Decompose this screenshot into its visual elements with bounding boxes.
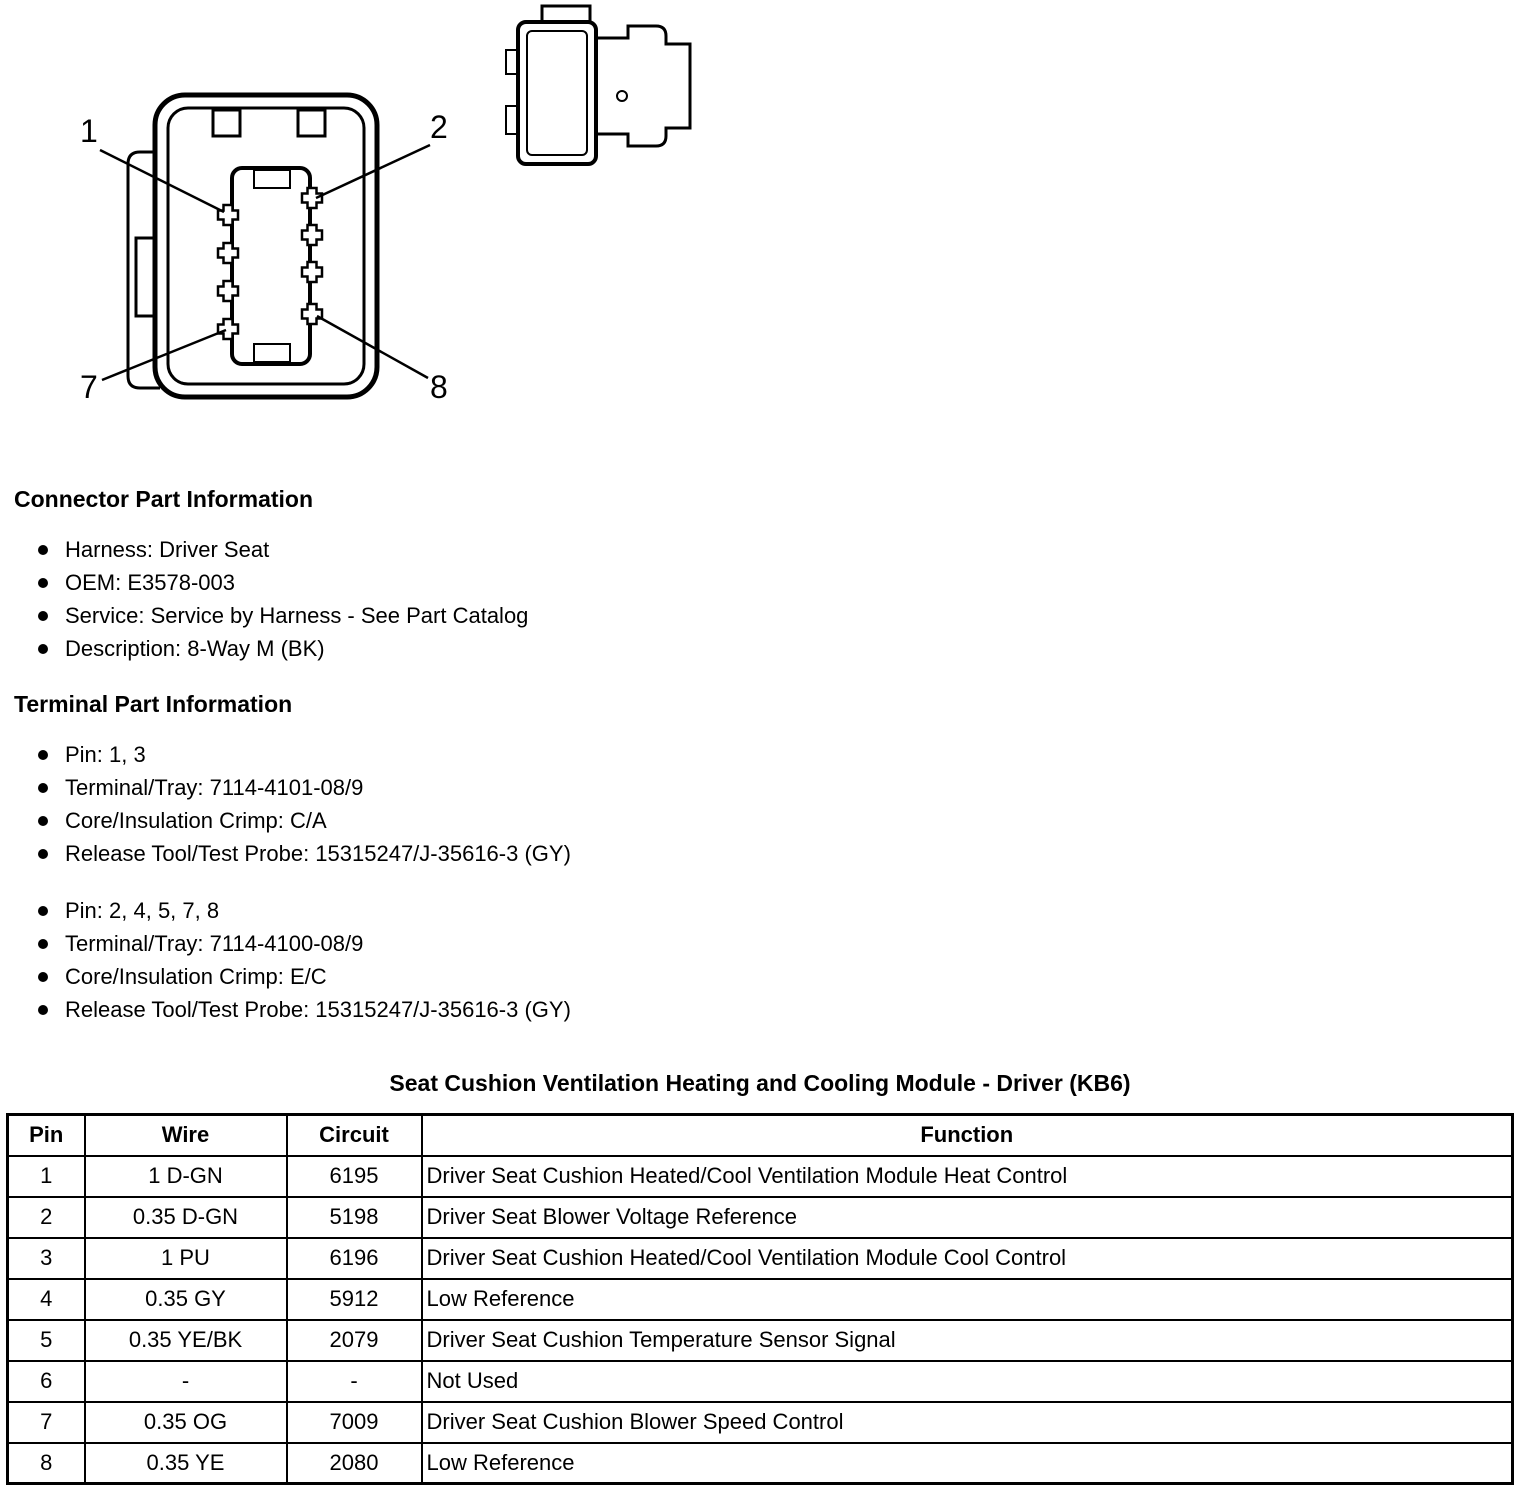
terminal-group-2-list <box>38 894 1520 1026</box>
circuit-cell: 5912 <box>287 1279 422 1320</box>
bullet-icon <box>38 545 48 555</box>
connector-part-information-list <box>38 533 1520 665</box>
list-item <box>38 632 1520 665</box>
list-item <box>38 837 1520 870</box>
function-cell: Low Reference <box>422 1279 1513 1320</box>
table-row <box>8 1156 1513 1197</box>
bullet-icon <box>38 750 48 760</box>
list-item <box>38 771 1520 804</box>
circuit-cell: 6195 <box>287 1156 422 1197</box>
terminal-part-information-heading: Terminal Part Information <box>14 691 293 717</box>
connector-3d-dimple <box>617 91 627 101</box>
circuit-cell: 2079 <box>287 1320 422 1361</box>
function-column-header: Function <box>422 1115 1513 1156</box>
pin-2-label: 2 <box>430 109 448 145</box>
connector-3d-rear-block <box>596 26 690 146</box>
bullet-icon <box>38 939 48 949</box>
list-item-text: OEM: E3578-003 <box>65 569 235 595</box>
list-item <box>38 993 1520 1026</box>
bullet-icon <box>38 611 48 621</box>
terminal-group-1-list <box>38 738 1520 870</box>
circuit-cell: 7009 <box>287 1402 422 1443</box>
bullet-icon <box>38 816 48 826</box>
connector-part-information-section <box>0 486 1520 665</box>
wire-column-header: Wire <box>85 1115 287 1156</box>
pin-cell: 8 <box>8 1443 85 1484</box>
list-item-text: Release Tool/Test Probe: 15315247/J-35616-3 (GY) <box>65 996 571 1022</box>
pin-7-label: 7 <box>80 369 98 405</box>
table-header-row <box>8 1115 1513 1156</box>
circuit-column-header: Circuit <box>287 1115 422 1156</box>
list-item <box>38 599 1520 632</box>
circuit-cell: - <box>287 1361 422 1402</box>
list-item-text: Pin: 1, 3 <box>65 741 146 767</box>
bullet-icon <box>38 578 48 588</box>
function-cell: Driver Seat Cushion Heated/Cool Ventilation Module Heat Control <box>422 1156 1513 1197</box>
table-row <box>8 1197 1513 1238</box>
bullet-icon <box>38 972 48 982</box>
list-item <box>38 804 1520 837</box>
pin-cell: 4 <box>8 1279 85 1320</box>
pin-column-header: Pin <box>8 1115 85 1156</box>
wire-cell: 0.35 YE/BK <box>85 1320 287 1361</box>
list-item-text: Description: 8-Way M (BK) <box>65 635 325 661</box>
bullet-icon <box>38 849 48 859</box>
table-row <box>8 1402 1513 1443</box>
list-item-text: Core/Insulation Crimp: C/A <box>65 807 327 833</box>
list-item-text: Core/Insulation Crimp: E/C <box>65 963 327 989</box>
wire-cell: 1 D-GN <box>85 1156 287 1197</box>
bullet-icon <box>38 644 48 654</box>
table-row <box>8 1361 1513 1402</box>
function-cell: Driver Seat Cushion Heated/Cool Ventilation Module Cool Control <box>422 1238 1513 1279</box>
list-item <box>38 738 1520 771</box>
connector-face-diagram <box>80 95 448 405</box>
list-item-text: Service: Service by Harness - See Part Catalog <box>65 602 529 628</box>
list-item-text: Harness: Driver Seat <box>65 536 270 562</box>
connector-diagram <box>0 0 760 440</box>
list-item <box>38 533 1520 566</box>
list-item-text: Terminal/Tray: 7114-4101-08/9 <box>65 774 364 800</box>
pin-cell: 3 <box>8 1238 85 1279</box>
pinout-table <box>6 1113 1514 1485</box>
list-item <box>38 894 1520 927</box>
pin-1-label: 1 <box>80 113 98 149</box>
pin-8-label: 8 <box>430 369 448 405</box>
pin-cell: 7 <box>8 1402 85 1443</box>
pin-cell: 6 <box>8 1361 85 1402</box>
wire-cell: 0.35 GY <box>85 1279 287 1320</box>
wire-cell: - <box>85 1361 287 1402</box>
table-row <box>8 1320 1513 1361</box>
pinout-table-title: Seat Cushion Ventilation Heating and Cooling Module - Driver (KB6) <box>389 1070 1131 1096</box>
terminal-part-information-section <box>0 691 1520 1026</box>
connector-3d-view <box>506 6 690 164</box>
list-item <box>38 927 1520 960</box>
circuit-cell: 5198 <box>287 1197 422 1238</box>
list-item <box>38 960 1520 993</box>
connector-center-tongue <box>232 168 310 364</box>
connector-part-information-heading: Connector Part Information <box>14 486 314 512</box>
table-row <box>8 1238 1513 1279</box>
bullet-icon <box>38 1005 48 1015</box>
wire-cell: 0.35 OG <box>85 1402 287 1443</box>
circuit-cell: 6196 <box>287 1238 422 1279</box>
function-cell: Not Used <box>422 1361 1513 1402</box>
table-row <box>8 1279 1513 1320</box>
connector-index-tab <box>213 110 240 136</box>
list-item <box>38 566 1520 599</box>
circuit-cell: 2080 <box>287 1443 422 1484</box>
list-item-text: Terminal/Tray: 7114-4100-08/9 <box>65 930 364 956</box>
bullet-icon <box>38 783 48 793</box>
connector-3d-front-face <box>518 22 596 164</box>
pin-cell: 2 <box>8 1197 85 1238</box>
list-item-text: Release Tool/Test Probe: 15315247/J-35616-3 (GY) <box>65 840 571 866</box>
pin-cell: 1 <box>8 1156 85 1197</box>
wire-cell: 0.35 YE <box>85 1443 287 1484</box>
wire-cell: 0.35 D-GN <box>85 1197 287 1238</box>
function-cell: Driver Seat Blower Voltage Reference <box>422 1197 1513 1238</box>
function-cell: Driver Seat Cushion Blower Speed Control <box>422 1402 1513 1443</box>
connector-index-tab <box>298 110 325 136</box>
function-cell: Driver Seat Cushion Temperature Sensor Signal <box>422 1320 1513 1361</box>
table-row <box>8 1443 1513 1484</box>
bullet-icon <box>38 906 48 916</box>
wire-cell: 1 PU <box>85 1238 287 1279</box>
list-item-text: Pin: 2, 4, 5, 7, 8 <box>65 897 220 923</box>
pin-cell: 5 <box>8 1320 85 1361</box>
function-cell: Low Reference <box>422 1443 1513 1484</box>
